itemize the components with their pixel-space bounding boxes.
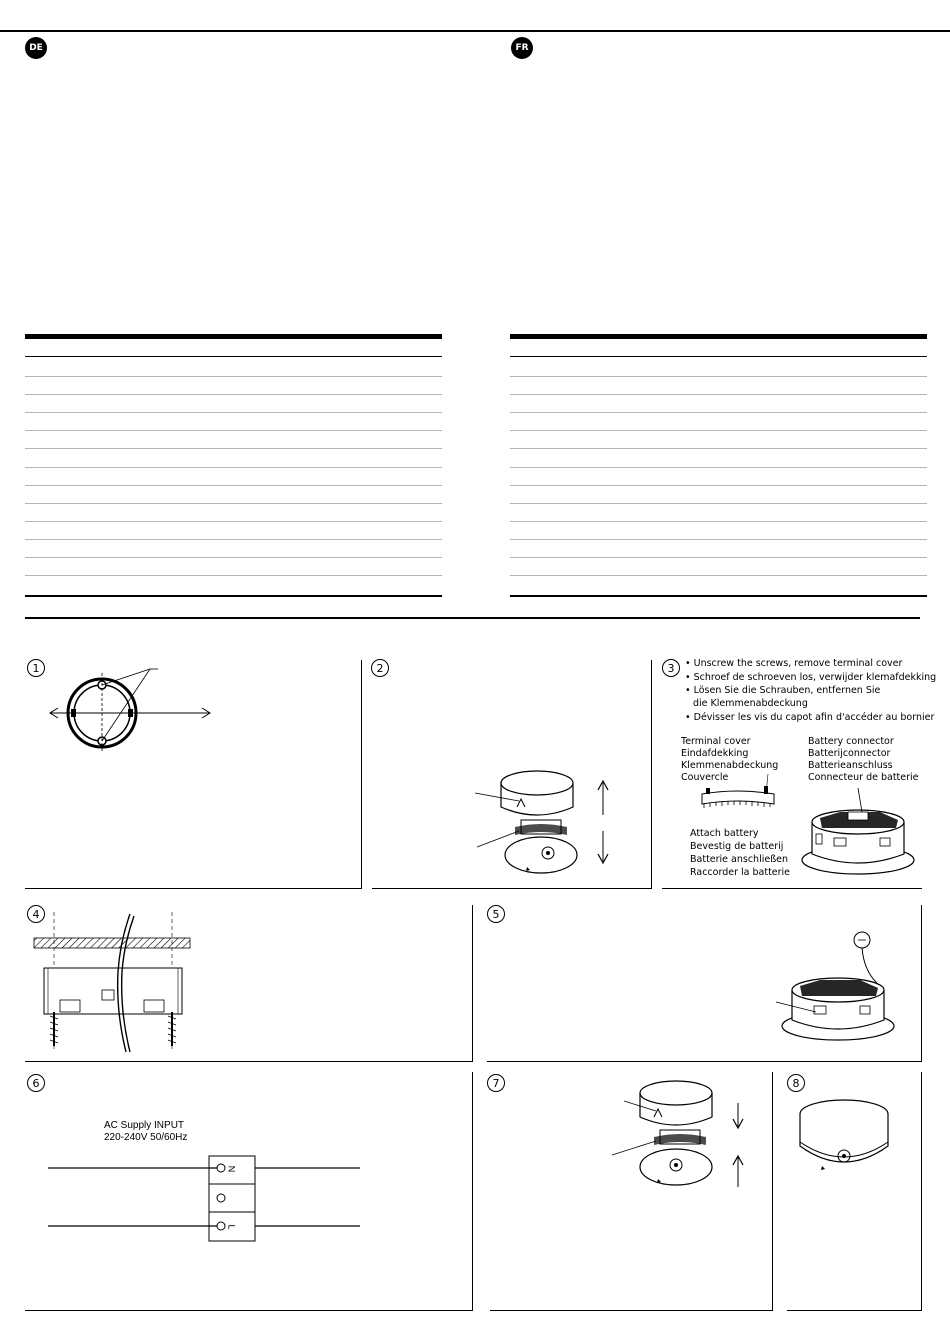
panel-4-bottom bbox=[25, 1061, 473, 1062]
step-number-5: 5 bbox=[487, 905, 505, 923]
table-row bbox=[510, 430, 927, 431]
step1-mounting-ring-diagram bbox=[40, 665, 220, 765]
panel-7-right bbox=[772, 1072, 773, 1311]
table-row bbox=[25, 575, 442, 576]
table-header-line bbox=[510, 356, 927, 357]
table-row bbox=[25, 485, 442, 486]
table-row bbox=[510, 557, 927, 558]
step7-detector-reattach-diagram bbox=[610, 1075, 755, 1195]
terminal-cover-diagram bbox=[698, 784, 778, 814]
table-left bbox=[25, 334, 442, 598]
step4-ceiling-mount-diagram bbox=[34, 912, 194, 1060]
language-badge-de: DE bbox=[25, 37, 47, 59]
section-separator bbox=[25, 617, 920, 619]
table-row bbox=[25, 376, 442, 377]
table-row bbox=[510, 394, 927, 395]
step3-instruction-fr: • Dévisser les vis du capot afin d'accéder au bornier bbox=[685, 712, 935, 723]
table-row bbox=[510, 448, 927, 449]
table-bottom-border bbox=[510, 595, 927, 597]
table-row bbox=[25, 503, 442, 504]
step-number-7: 7 bbox=[487, 1074, 505, 1092]
attach-battery-label-fr: Raccorder la batterie bbox=[690, 867, 791, 878]
table-row bbox=[25, 394, 442, 395]
table-row bbox=[510, 485, 927, 486]
panel-8-right bbox=[921, 1072, 922, 1311]
ac-supply-label: AC Supply INPUT bbox=[104, 1120, 185, 1131]
step-number-8: 8 bbox=[787, 1074, 805, 1092]
table-row bbox=[25, 557, 442, 558]
panel-3-bottom bbox=[662, 888, 922, 889]
table-row bbox=[25, 521, 442, 522]
table-row bbox=[25, 539, 442, 540]
step5-battery-attach-diagram bbox=[776, 930, 896, 1045]
table-right bbox=[510, 334, 927, 598]
language-badge-fr: FR bbox=[511, 37, 533, 59]
table-row bbox=[510, 376, 927, 377]
step3-instruction-en: • Unscrew the screws, remove terminal cover bbox=[685, 658, 903, 669]
step-number-4: 4 bbox=[27, 905, 45, 923]
panel-8-bottom bbox=[787, 1310, 922, 1311]
step-number-2: 2 bbox=[371, 659, 389, 677]
table-top-border bbox=[510, 334, 927, 339]
table-row bbox=[25, 448, 442, 449]
panel-7-bottom bbox=[490, 1310, 773, 1311]
table-row bbox=[510, 575, 927, 576]
panel-1-right bbox=[361, 660, 362, 889]
top-rule bbox=[0, 30, 950, 32]
ac-supply-voltage-label: 220-240V 50/60Hz bbox=[104, 1132, 188, 1143]
table-row bbox=[510, 412, 927, 413]
terminal-n-label: N bbox=[226, 1165, 237, 1173]
table-row bbox=[510, 539, 927, 540]
panel-5-bottom bbox=[487, 1061, 922, 1062]
table-header-line bbox=[25, 356, 442, 357]
panel-2-bottom bbox=[372, 888, 652, 889]
step3-instruction-de: • Lösen Sie die Schrauben, entfernen Sie bbox=[685, 685, 881, 696]
step3-instruction-nl: • Schroef de schroeven los, verwijder klemafdekking bbox=[685, 672, 937, 683]
base-battery-connector-diagram bbox=[800, 782, 920, 882]
terminal-l-label: L bbox=[226, 1224, 237, 1230]
table-row bbox=[25, 430, 442, 431]
step2-detector-separation-diagram bbox=[475, 765, 615, 885]
step-number-1: 1 bbox=[27, 659, 45, 677]
battery-connector-label-nl: Batterijconnector bbox=[808, 748, 891, 759]
attach-battery-label-de: Batterie anschließen bbox=[690, 854, 789, 865]
panel-5-right bbox=[921, 905, 922, 1062]
panel-4-right bbox=[472, 905, 473, 1062]
terminal-cover-label-fr: Couvercle bbox=[681, 772, 729, 783]
panel-1-bottom bbox=[25, 888, 362, 889]
panel-2-right bbox=[651, 660, 652, 889]
panel-6-bottom bbox=[25, 1310, 473, 1311]
step6-wiring-diagram bbox=[48, 1155, 363, 1245]
table-row bbox=[510, 521, 927, 522]
terminal-cover-label-en: Terminal cover bbox=[681, 736, 751, 747]
table-row bbox=[25, 467, 442, 468]
battery-connector-label-de: Batterieanschluss bbox=[808, 760, 893, 771]
step-number-3: 3 bbox=[662, 659, 680, 677]
table-row bbox=[510, 503, 927, 504]
attach-battery-label-en: Attach battery bbox=[690, 828, 759, 839]
table-bottom-border bbox=[25, 595, 442, 597]
terminal-cover-label-nl: Eindafdekking bbox=[681, 748, 749, 759]
battery-connector-label-fr: Connecteur de batterie bbox=[808, 772, 919, 783]
table-row bbox=[510, 467, 927, 468]
attach-battery-label-nl: Bevestig de batterij bbox=[690, 841, 784, 852]
panel-6-right bbox=[472, 1072, 473, 1311]
table-row bbox=[25, 412, 442, 413]
step3-instruction-de-cont: die Klemmenabdeckung bbox=[693, 698, 808, 709]
terminal-cover-label-de: Klemmenabdeckung bbox=[681, 760, 779, 771]
step8-installed-detector-diagram bbox=[796, 1098, 892, 1178]
table-top-border bbox=[25, 334, 442, 339]
battery-connector-label-en: Battery connector bbox=[808, 736, 894, 747]
step-number-6: 6 bbox=[27, 1074, 45, 1092]
